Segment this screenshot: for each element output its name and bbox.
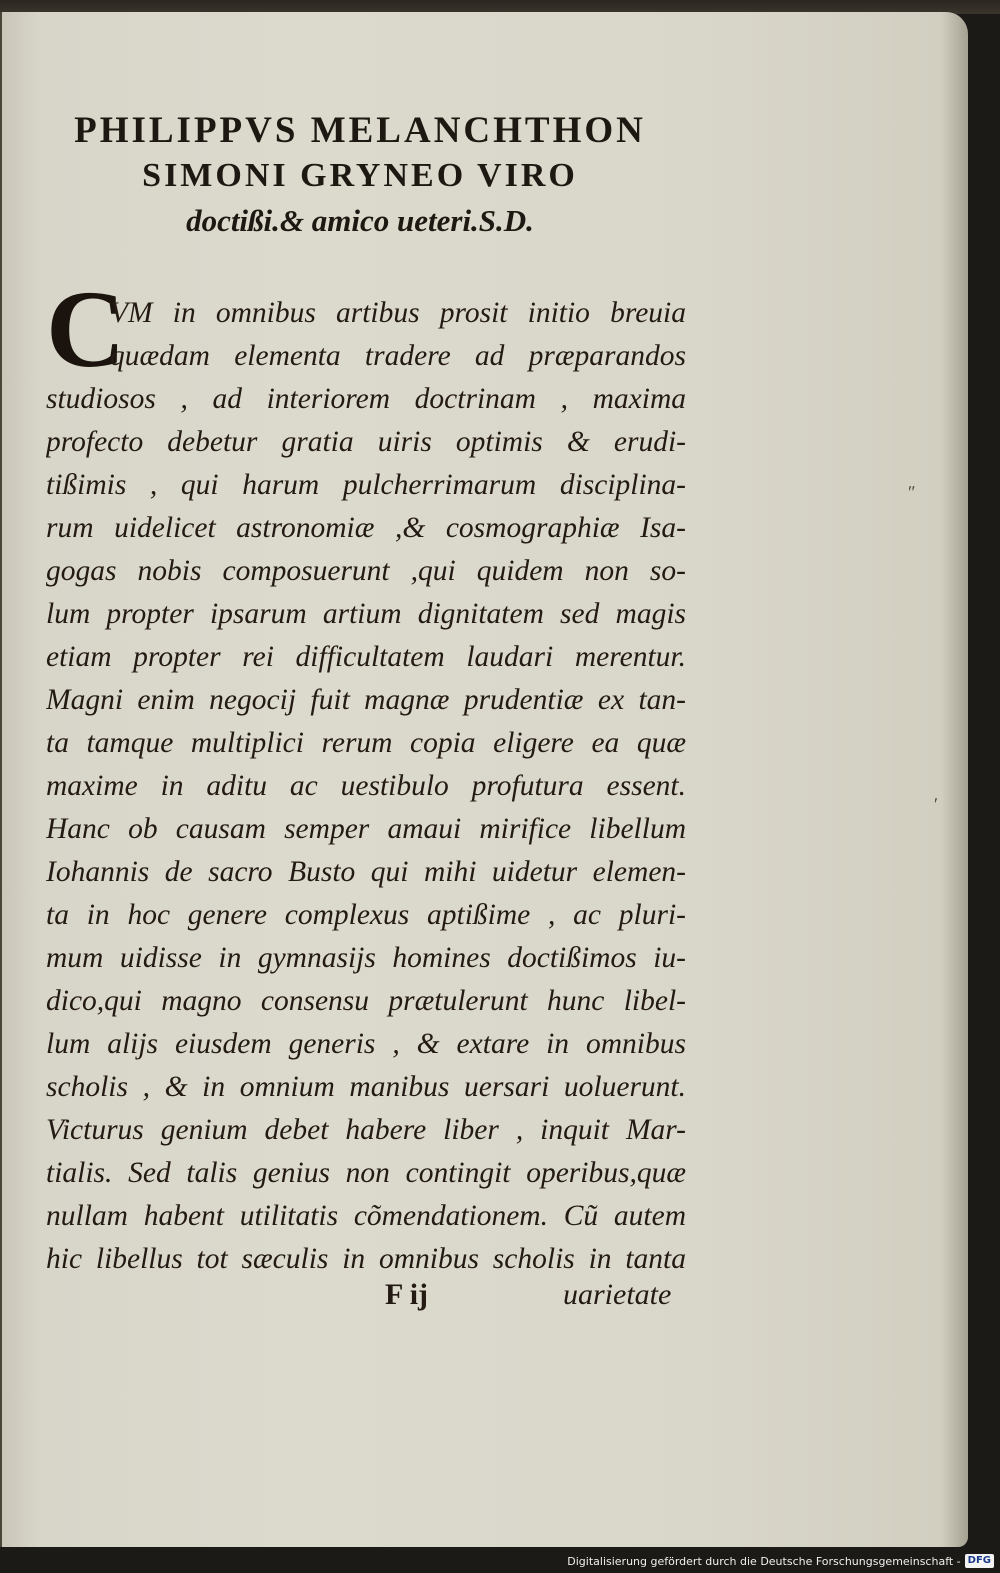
text-line: profecto debetur gratia uiris optimis & erudi- [46,426,686,458]
text-line: ta in hoc genere complexus aptißime , ac pluri- [46,899,686,931]
book-page [0,12,968,1547]
heading-addressee: SIMONI GRYNEO VIRO [142,157,578,194]
digitization-footer [567,1552,994,1570]
text-line: rum uidelicet astronomiæ ,& cosmographiæ Isa- [46,512,686,544]
text-line: nullam habent utilitatis cõmendationem. Cũ autem [46,1200,686,1232]
margin-mark: ʺ [908,482,915,502]
heading-salutation: doctißi.& amico ueteri.S.D. [186,203,534,238]
text-line: lum alijs eiusdem generis , & extare in omnibus [46,1028,686,1060]
text-line: mum uidisse in gymnasijs homines doctißimos iu- [46,942,686,974]
catchword: uarietate [563,1278,672,1311]
body-text [46,292,686,1281]
text-line: quædam elementa tradere ad præparandos [110,340,686,372]
text-line: maxime in aditu ac uestibulo profutura essent. [46,770,686,802]
text-line: Hanc ob causam semper amaui mirifice libellum [46,813,686,845]
footer-credit: Digitalisierung gefördert durch die Deutsche Forschungsgemeinschaft - [567,1554,961,1568]
text-line: etiam propter rei difficultatem laudari merentur. [46,641,686,673]
text-line: lum propter ipsarum artium dignitatem sed magis [46,598,686,630]
dfg-logo: DFG [965,1554,994,1568]
text-line: tißimis , qui harum pulcherrimarum disciplina- [46,469,686,501]
text-line: ta tamque multiplici rerum copia eligere ea quæ [46,727,686,759]
text-line: VM in omnibus artibus prosit initio breuia [110,297,686,329]
text-line: dico,qui magno consensu prætulerunt hunc libel- [46,985,686,1017]
text-line: gogas nobis composuerunt ,qui quidem non so- [46,555,686,587]
text-line: scholis , & in omnium manibus uersari uoluerunt. [46,1071,686,1103]
signature-mark: F ij [385,1278,429,1311]
text-line: Victurus genium debet habere liber , inquit Mar- [46,1114,686,1146]
text-line: tialis. Sed talis genius non contingit operibus,quæ [46,1157,686,1189]
drop-capital: C [46,268,126,390]
text-line: Iohannis de sacro Busto qui mihi uidetur elemen- [46,856,686,888]
margin-mark: ʹ [934,794,938,814]
heading-author: PHILIPPVS MELANCHTHON [74,110,646,151]
text-line: studiosos , ad interiorem doctrinam , maxima [46,383,686,415]
text-line: Magni enim negocij fuit magnæ prudentiæ ex tan- [46,684,686,716]
page-edge-shadow [942,12,968,1547]
text-line: hic libellus tot sæculis in omnibus scholis in tanta [46,1243,686,1275]
